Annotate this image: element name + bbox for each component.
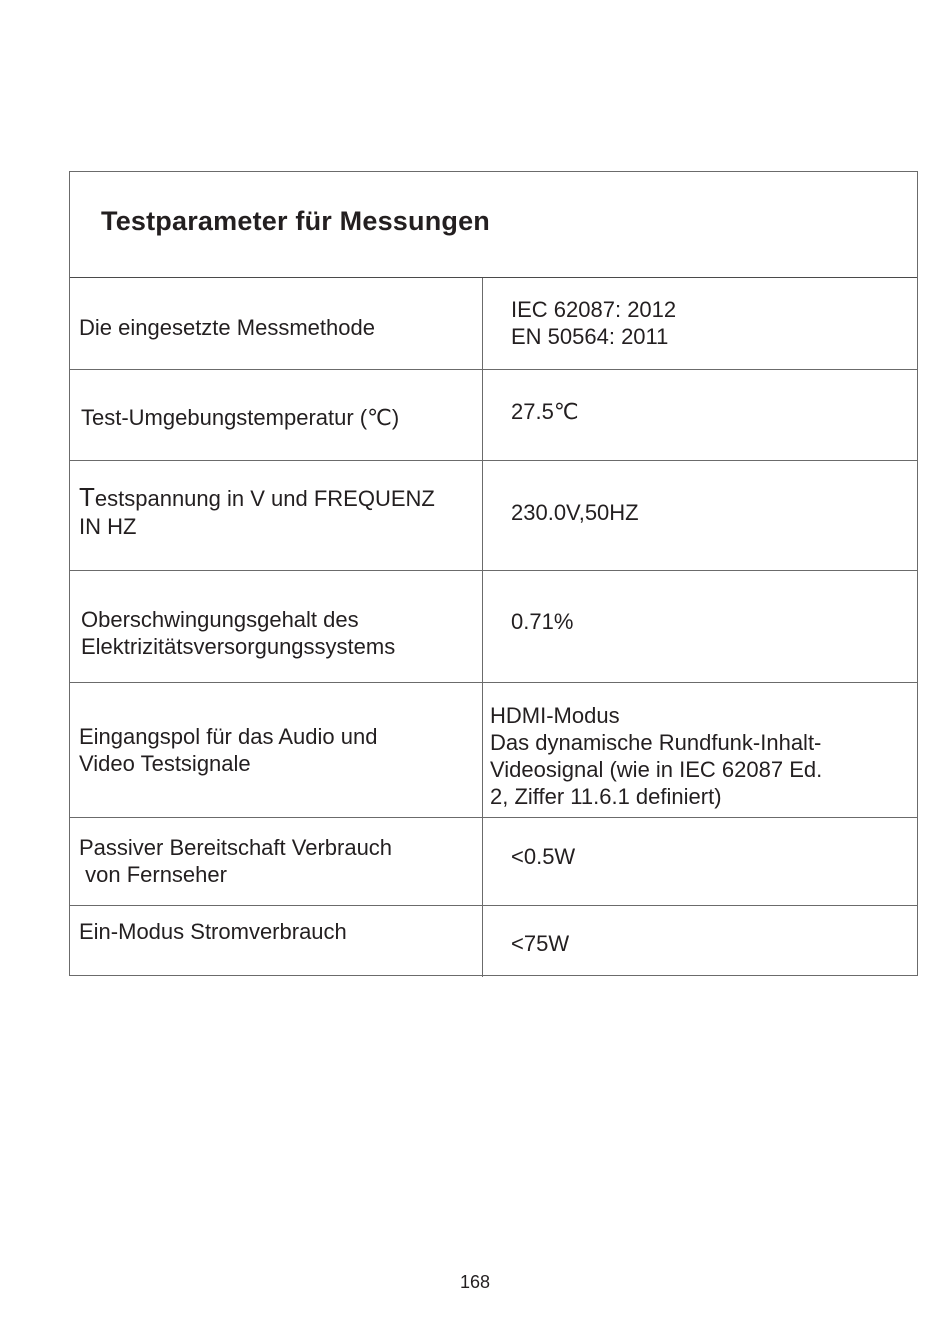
row-label-input-port-line1: Eingangspol für das Audio und <box>79 724 378 749</box>
row-divider <box>70 460 917 461</box>
page-number: 168 <box>459 1272 491 1292</box>
row-value-input-port-line3: Videosignal (wie in IEC 62087 Ed. <box>490 757 823 782</box>
row-value-ambient-temperature: 27.5℃ <box>511 399 579 424</box>
table-bottom-border <box>70 975 917 976</box>
row-value-input-port-line2: Das dynamische Rundfunk-Inhalt- <box>490 730 822 755</box>
row-divider <box>70 570 917 571</box>
row-label-ambient-temperature: Test-Umgebungstemperatur (℃) <box>81 405 400 430</box>
row-label-passive-standby-line2: von Fernseher <box>79 862 227 887</box>
row-value-passive-standby: <0.5W <box>511 844 576 869</box>
row-divider <box>70 817 917 818</box>
row-value-measurement-method-line1: IEC 62087: 2012 <box>511 297 677 322</box>
row-value-on-mode-power: <75W <box>511 931 570 956</box>
row-divider <box>70 369 917 370</box>
table-title-cell <box>70 172 917 278</box>
row-label-harmonic-content-line2: Elektrizitätsversorgungssystems <box>81 634 396 659</box>
row-label-test-voltage-line1 <box>79 484 435 512</box>
row-label-test-voltage-rest: estspannung in V und FREQUENZ <box>94 486 435 511</box>
row-value-harmonic-content: 0.71% <box>511 609 574 634</box>
test-parameters-table <box>69 171 918 976</box>
row-label-measurement-method: Die eingesetzte Messmethode <box>79 315 375 340</box>
column-divider <box>482 278 483 977</box>
row-divider <box>70 682 917 683</box>
row-label-test-voltage-line2: IN HZ <box>79 514 137 539</box>
row-label-harmonic-content-line1: Oberschwingungsgehalt des <box>81 607 359 632</box>
row-value-input-port-line4: 2, Ziffer 11.6.1 definiert) <box>490 784 722 809</box>
row-value-input-port-line1: HDMI-Modus <box>490 703 620 728</box>
row-divider <box>70 905 917 906</box>
row-label-test-voltage-initial: T <box>79 482 95 512</box>
row-value-test-voltage: 230.0V,50HZ <box>511 500 639 525</box>
row-label-input-port-line2: Video Testsignale <box>79 751 251 776</box>
row-label-passive-standby-line1: Passiver Bereitschaft Verbrauch <box>79 835 393 860</box>
row-value-measurement-method-line2: EN 50564: 2011 <box>511 324 669 349</box>
row-label-on-mode-power: Ein-Modus Stromverbrauch <box>79 919 347 944</box>
table-title: Testparameter für Messungen <box>101 206 491 236</box>
